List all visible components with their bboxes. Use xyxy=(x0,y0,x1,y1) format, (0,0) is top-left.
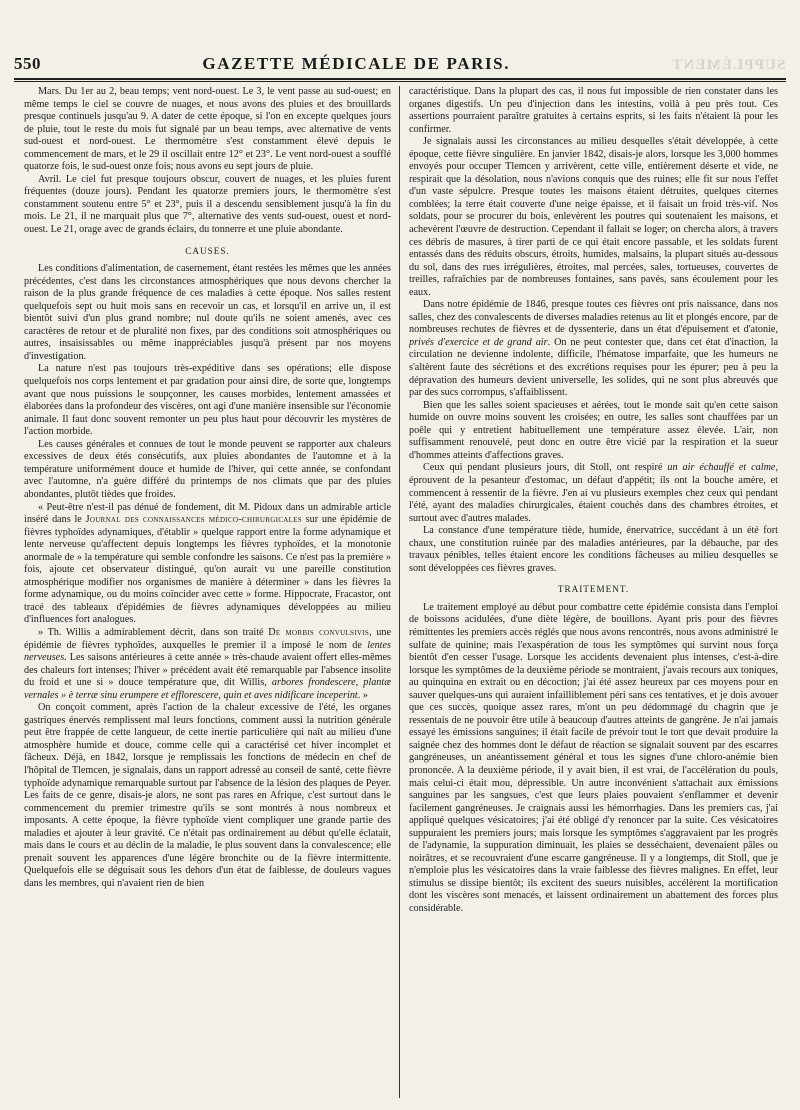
header-rule xyxy=(14,78,786,80)
paragraph-traitement: Le traitement employé au début pour combattre cette épidémie consista dans l'emploi de boissons acidulées, d'une diète légère, de bouillons. Ayant pris pour des fièvres rémittentes les premiers accès réglés que nous avons rencontrés, nous avons administré le sulfate de quinine; mais l'exaspération de tous les symptômes qui survint nous força bientôt d'en cesser l'usage. Lorsque les accidents devenaient plus intenses, c'est-à-dire lorsque les symptômes de la deuxième période se montraient, j'avais recours aux toniques, au quinquina en extrait ou en décoction; j'ai été assez heureux par ces moyens pour en sauver quelques-uns qui auraient infailliblement péri sans ces tentatives, et je dois avouer que ces succès, quoique assez rares, m'ont un peu dédommagé du chagrin que je ressentais de ne pouvoir être utile à beaucoup d'autres atteints de gangrène. Je n'ai jamais essayé les émissions sanguines; il était facile de prévoir tout le tort que devait produire la saignée chez des hommes dont le défaut de réaction se signalait souvent par des escarres gangréneuses, un anéantissement général et tous les signes d'une chloro-anémie bien prononcée. A la deuxième période, il y avait bien, il est vrai, de l'accélération du pouls, mais celui-ci était mou, dépressible. Un autre inconvénient s'attachait aux émissions sanguines par les sangsues, c'est que leurs plaies pouvaient s'enflammer et devenir facilement gangréneuses. Je craignais aussi les hémorrhagies. Dans les premiers cas, j'ai appliqué quelques vésicatoires; j'ai été obligé d'y renoncer par la suite. Ces vésicatoires suppuraient les premiers jours; mais lorsque les symptômes s'aggravaient par les progrès de l'adynamie, la suppuration diminuait, les plaies se desséchaient, devenaient pâles ou noirâtres, et se recouvraient d'une escarre gangréneuse. Il y a longtemps, dit Stoll, que je n'emploie plus les vésicatoires dans la vraie faiblesse des fièvres malignes. En effet, leur stimulus se dissipe bientôt; ils excitent des sueurs nuisibles, accélèrent la mortification dont les viscères sont menacés, et laissent ordinairement un abattement des forces plus considérable. xyxy=(409,601,778,914)
paragraph-constance: La constance d'une température tiède, humide, énervatrice, succédant à un été fort chaux, une constitution ruinée par des maladies antérieures, par la débauche, par des travaux pénibles, telles étaient encore les conditions fâcheuses au milieu desquelles se sont développées ces fièvres graves. xyxy=(409,525,778,574)
quote-willis: » Th. Willis a admirablement décrit, dans son traité De morbis convulsivis, une épidémie de fièvres typhoïdes, auxquelles le premier il a imposé le nom de lentes nerveuses. Les saisons antérieures à cette année » très-chaude avaient offert elles-mêmes des chaleurs fort intenses; l'hiver » précédent avait été remarquable par l'absence insolite du froid et une si » douce température que, dit Willis, arbores frondescere, plantæ vernales » è terræ sinu erumpere et efflorescere, quin et aves nidificare inceperint. » xyxy=(24,626,391,701)
quote-pidoux: « Peut-être n'est-il pas dénué de fondement, dit M. Pidoux dans un admirable article inséré dans le Journal des connaissances médico-chirurgicales sur une épidémie de fièvres typhoïdes adynamiques, d'établir » quelque rapport entre la forme adynamique et lente nerveuse qu'affectent depuis longtemps les fièvres typhoïdes, et la monotonie anormale de » la température qui semble confondre les saisons. Ce n'est pas la première » fois, ajoute cet observateur distingué, qu'on aurait vu une pareille constitution atmosphérique modifier nos organismes de manière à déterminer » dans les fièvres la forme adynamique, ou du moins coïncider avec cette » forme. Hippocrate, Fracastor, ont tracé des tableaux d'épidémies de fièvres adynamiques développées au milieu d'influences fort analogues. xyxy=(24,501,391,626)
paragraph-causes-3: Les causes générales et connues de tout le monde peuvent se rapporter aux chaleurs excessives de deux étés consécutifs, aux pluies abondantes de l'automne et à la température uniformément douce et humide de l'hiver, qui cette année, se confondant avec l'automne, n'a guère différé du printemps de nos climats que par des pluies abondantes, plutôt tièdes que froides. xyxy=(24,438,391,500)
paragraph-stoll: Ceux qui pendant plusieurs jours, dit Stoll, ont respiré un air échauffé et calme, éprouvent de la pesanteur d'estomac, un défaut d'appétit; ils ont la bouche amère, et commencent à ressentir de la fièvre. J'en ai vu plusieurs exemples chez ceux qui pendant l'été, ayant des maladies chirurgicales, étaient couchés dans des chambres étroites, et surtout avec d'autres malades. xyxy=(409,462,778,524)
section-heading-traitement: TRAITEMENT. xyxy=(557,584,630,595)
paragraph-causes-2: La nature n'est pas toujours très-expéditive dans ses opérations; elle dispose quelquefois nos corps lentement et par gradation pour ainsi dire, de sorte que, longtemps avant que nous puissions le soupçonner, les causes morbides, lentement amassées et élaborées dans la profondeur des viscères, ont agi d'une manière insensible sur l'économie animale. Il faut donc souvent remonter un peu plus haut pour découvrir les mystères de l'action morbide. xyxy=(24,363,391,438)
column-divider xyxy=(399,86,400,1098)
page-number: 550 xyxy=(14,54,41,73)
paragraph-mars: Mars. Du 1er au 2, beau temps; vent nord-ouest. Le 3, le vent passe au sud-ouest; en même temps le ciel se couvre de nuages, et nous avons des pluies et des brouillards presque continuels jusqu'au 9. A dater de cette époque, si l'on en excepte quelques jours de pluie, tout le reste du mois fut signalé par un beau temps, avec alternative de vents sud-ouest et nord-ouest. Le thermomètre s'est constamment élevé depuis le commencement de mars, et le 29 il oscillait entre 12° et 23°. Le vent nord-ouest a soufflé quatorze fois, le sud-ouest onze fois; nous avons eu sept jours de pluie. xyxy=(24,86,391,173)
left-column xyxy=(24,86,391,1096)
bleed-through-text: SUPPLÉMENT xyxy=(671,57,786,73)
paragraph-epidemie-1846: Dans notre épidémie de 1846, presque toutes ces fièvres ont pris naissance, dans nos salles, chez des convalescents de diverses maladies retenus au lit et plongés encore, par de nombreuses rechutes de fièvres et de dyssenterie, dans un état d'épuisement et d'atonie, privés d'exercice et de grand air. On ne peut contester que, dans cet état d'inaction, la circulation ne devienne indolente, difficile, l'hématose imparfaite, que les humeurs ne s'altèrent faute des sécrétions et des excrétions requises pour les épurer; peu à peu la dépravation des humeurs devient universelle, les solides, qui ne sont plus abreuvés que par des sucs corrompus, s'affaiblissent. xyxy=(409,299,778,399)
journal-title: GAZETTE MÉDICALE DE PARIS. xyxy=(202,54,511,73)
page-header xyxy=(14,44,786,74)
paragraph-salles: Bien que les salles soient spacieuses et aérées, tout le monde sait qu'en cette saison humide on ouvre moins souvent les croisées; en outre, les salles sont chauffées par un poêle qui y entretient habituellement une température assez élevée. L'air, non suffisamment renouvelé, peut donc en outre être vicié par la respiration et la sueur d'hommes atteints d'affections graves. xyxy=(409,399,778,461)
section-heading-causes: CAUSES. xyxy=(185,245,230,256)
header-rule-thin xyxy=(14,81,786,82)
latin-citation: arbores frondescere, plantæ vernales » è terræ sinu erumpere et efflorescere, quin et aves nidificare inceperint xyxy=(24,677,391,701)
paragraph-tlemcen-1842: On conçoit comment, après l'action de la chaleur excessive de l'été, les organes gastriques énervés remplissent mal leurs fonctions, comment aussi la nutrition générale peut être frappée de cette langueur, de cette inertie particulière qui naît au milieu d'une atmosphère humide et douce, comme celle qui a caractérisé cet hiver incomplet et fâcheux. Déjà, en 1842, lorsque je remplissais les fonctions de médecin en chef de l'hôpital de Tlemcen, je signalais, dans un rapport adressé au conseil de santé, cette fièvre typhoïde adynamique remarquable surtout par l'absence de la lésion des plaques de Peyer. Les faits de ce genre, disais-je alors, ne sont pas rares en Afrique, c'est surtout dans le commencement du premier trimestre qu'ils se sont montrés à nous nombreux et imposants. A cette époque, la fièvre typhoïde vient compliquer une grande partie des maladies et ajouter à leur gravité. Ce n'était pas ordinairement au début qu'elle éclatait, mais dans le cours et au déclin de la maladie, le plus souvent dans la convalescence; elle prenait souvent les apparences d'une légère bronchite ou de la fièvre intermittente. Quelquefois elle se déguisait sous les dehors d'un état de faiblesse, de douleurs vagues dans les membres, qui n'avaient rien de bien xyxy=(24,702,391,889)
paragraph-continued: caractéristique. Dans la plupart des cas, il nous fut impossible de rien constater dans les organes digestifs. Un peu d'injection dans les intestins, voilà à peu près tout. Ces assertions pourraient paraître gratuites à certains esprits, si les faits n'étaient là pour les confirmer. xyxy=(409,86,778,135)
paragraph-avril: Avril. Le ciel fut presque toujours obscur, couvert de nuages, et les pluies furent fréquentes (douze jours). Pendant les quatorze premiers jours, le thermomètre s'est constamment soutenu entre 5° et 23°, puis il a descendu sensiblement jusqu'à la fin du mois. Le 21, il ne marquait plus que 7°, alternative des vents sud-ouest, ouest et nord-ouest. Le 21, orage avec de grands éclairs, du tonnerre et une pluie abondante. xyxy=(24,173,391,236)
right-column xyxy=(409,86,778,1096)
lentes-nerveuses-term: lentes nerveuses xyxy=(24,639,391,664)
journal-reference: Journal des connaissances médico-chirurgicales xyxy=(85,514,302,526)
treatise-reference: De morbis convulsivis xyxy=(268,626,370,638)
paragraph-causes-1: Les conditions d'alimentation, de casernement, étant restées les mêmes que les années précédentes, c'est dans les circonstances atmosphériques que nous devons chercher la raison de la plus grande fréquence de ces maladies à cette époque. Nos salles restent quelquefois sept ou huit mois sans en recevoir un cas, et lorsqu'il en arrive un, il est bientôt suivi d'un plus grand nombre; nul doute qu'ils ne soient amenés, avec ces caractères de retour et de pluralité non fixes, par des conditions soit atmosphériques ou autres, insaisissables ou même inappréciables jusqu'à présent par nos moyens d'investigation. xyxy=(24,263,391,362)
paragraph-janvier-1842: Je signalais aussi les circonstances au milieu desquelles s'était développée, à cette époque, cette fièvre singulière. En janvier 1842, disais-je alors, lorsque les 3,000 hommes envoyés pour occuper Tlemcen y arrivèrent, cette ville, entièrement déserte et vide, ne respirait que la désolation, nous n'avions conquis que des ruines; elle fit sur nous l'effet d'un vaste sépulcre. Presque toutes les maisons étaient détruites, quelques citernes comblées; la terre était couverte d'une neige épaisse, et il faisait un froid très-vif. Nos soldats, pour se procurer du bois, enlevèrent les poutres qui soutenaient les maisons, et achevèrent l'œuvre de destruction. Cependant il fallait se loger; on chercha alors, à travers ces débris de masures, à tirer parti de ce qui était encore passable, et les soldats furent entassés dans des réduits obscurs, étroits, humides, malsains, la plupart situés au-dessous du sol, dans des rues irrégulières, étroites, mal percées, sales, tortueuses, couvertes de treilles, rafraîchies par de nombreuses fontaines, sans pavés, sans écoulement pour les eaux. xyxy=(409,136,778,298)
